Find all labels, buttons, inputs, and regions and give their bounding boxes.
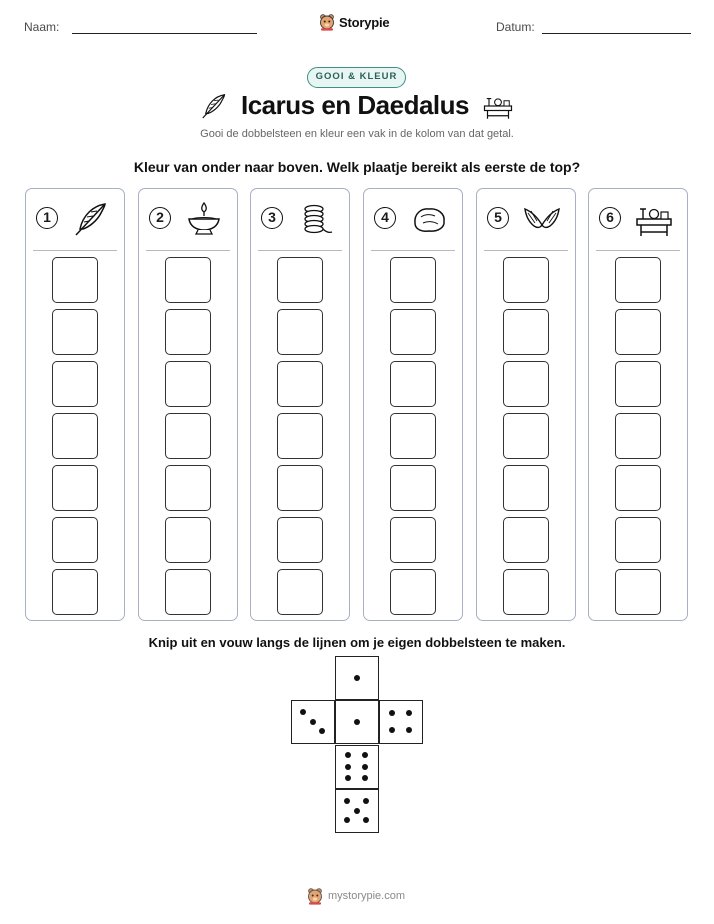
activity-badge: GOOI & KLEUR — [307, 67, 406, 88]
die-face-3 — [291, 700, 335, 744]
color-box[interactable] — [277, 257, 323, 303]
column-divider — [596, 250, 680, 251]
die-pip — [354, 808, 360, 814]
wax-lump-icon — [409, 199, 449, 239]
die-face-5 — [335, 789, 379, 833]
column-divider — [371, 250, 455, 251]
color-box[interactable] — [52, 257, 98, 303]
color-box[interactable] — [52, 517, 98, 563]
color-box[interactable] — [615, 517, 661, 563]
color-box[interactable] — [615, 361, 661, 407]
workbench-icon — [481, 91, 515, 121]
name-line[interactable] — [72, 33, 257, 34]
color-box[interactable] — [503, 309, 549, 355]
column-divider — [484, 250, 568, 251]
color-box[interactable] — [165, 361, 211, 407]
color-box[interactable] — [277, 413, 323, 459]
color-box[interactable] — [390, 257, 436, 303]
die-pip — [310, 719, 316, 725]
die-pip — [300, 709, 306, 715]
color-box[interactable] — [52, 361, 98, 407]
die-face-1 — [335, 656, 379, 700]
die-pip — [345, 752, 351, 758]
color-box[interactable] — [277, 569, 323, 615]
die-pip — [363, 817, 369, 823]
storypie-mascot-icon — [306, 887, 324, 905]
column-2 — [138, 188, 238, 621]
die-pip — [389, 710, 395, 716]
column-divider — [258, 250, 342, 251]
column-number: 3 — [261, 207, 283, 229]
date-line[interactable] — [542, 33, 691, 34]
color-box[interactable] — [165, 517, 211, 563]
color-box[interactable] — [615, 257, 661, 303]
column-divider — [33, 250, 117, 251]
color-box[interactable] — [503, 361, 549, 407]
feather-icon — [71, 199, 111, 239]
color-box[interactable] — [615, 413, 661, 459]
column-number: 2 — [149, 207, 171, 229]
color-box[interactable] — [503, 465, 549, 511]
color-box[interactable] — [165, 465, 211, 511]
cutout-instruction: Knip uit en vouw langs de lijnen om je eigen dobbelsteen te maken. — [148, 635, 566, 650]
color-box[interactable] — [615, 309, 661, 355]
color-box[interactable] — [390, 517, 436, 563]
color-box[interactable] — [503, 569, 549, 615]
column-number: 6 — [599, 207, 621, 229]
color-box[interactable] — [52, 569, 98, 615]
column-3 — [250, 188, 350, 621]
die-face-4 — [379, 700, 423, 744]
die-pip — [354, 675, 360, 681]
column-number: 5 — [487, 207, 509, 229]
color-box[interactable] — [390, 361, 436, 407]
rope-coil-icon — [296, 199, 336, 239]
die-pip — [319, 728, 325, 734]
die-pip — [362, 775, 368, 781]
color-box[interactable] — [165, 309, 211, 355]
color-box[interactable] — [503, 413, 549, 459]
die-pip — [354, 719, 360, 725]
date-label: Datum: — [496, 20, 535, 34]
column-number: 4 — [374, 207, 396, 229]
die-pip — [344, 798, 350, 804]
die-pip — [345, 775, 351, 781]
footer-url: mystorypie.com — [328, 890, 406, 902]
column-1 — [25, 188, 125, 621]
die-pip — [389, 727, 395, 733]
column-number: 1 — [36, 207, 58, 229]
color-box[interactable] — [390, 413, 436, 459]
die-face-6 — [335, 745, 379, 789]
die-pip — [406, 727, 412, 733]
question-heading: Kleur van onder naar boven. Welk plaatje bereikt als eerste de top? — [133, 159, 581, 175]
color-box[interactable] — [390, 309, 436, 355]
die-pip — [362, 752, 368, 758]
title-text: Icarus en Daedalus — [241, 90, 469, 120]
color-box[interactable] — [615, 465, 661, 511]
workbench-icon — [634, 199, 674, 239]
die-pip — [362, 764, 368, 770]
color-box[interactable] — [165, 413, 211, 459]
storypie-logo — [318, 11, 389, 33]
column-divider — [146, 250, 230, 251]
column-5 — [476, 188, 576, 621]
color-box[interactable] — [390, 465, 436, 511]
color-box[interactable] — [52, 309, 98, 355]
color-box[interactable] — [615, 569, 661, 615]
die-pip — [406, 710, 412, 716]
instructions-subtitle: Gooi de dobbelsteen en kleur een vak in de kolom van dat getal. — [200, 128, 514, 140]
storypie-mascot-icon — [318, 13, 336, 31]
brand-name: Storypie — [339, 14, 390, 30]
wings-icon — [522, 199, 562, 239]
color-box[interactable] — [165, 569, 211, 615]
page-title — [0, 90, 714, 128]
footer — [306, 886, 405, 906]
color-box[interactable] — [52, 465, 98, 511]
column-4 — [363, 188, 463, 621]
name-label: Naam: — [24, 20, 60, 34]
die-face-1 — [335, 700, 379, 744]
die-pip — [345, 764, 351, 770]
die-pip — [344, 817, 350, 823]
color-box[interactable] — [503, 517, 549, 563]
color-box[interactable] — [277, 361, 323, 407]
color-box[interactable] — [503, 257, 549, 303]
color-box[interactable] — [277, 309, 323, 355]
feather-icon — [199, 91, 229, 121]
oil-lamp-icon — [184, 199, 224, 239]
color-box[interactable] — [52, 413, 98, 459]
color-box[interactable] — [390, 569, 436, 615]
column-6 — [588, 188, 688, 621]
color-box[interactable] — [277, 517, 323, 563]
color-box[interactable] — [165, 257, 211, 303]
die-pip — [363, 798, 369, 804]
color-box[interactable] — [277, 465, 323, 511]
